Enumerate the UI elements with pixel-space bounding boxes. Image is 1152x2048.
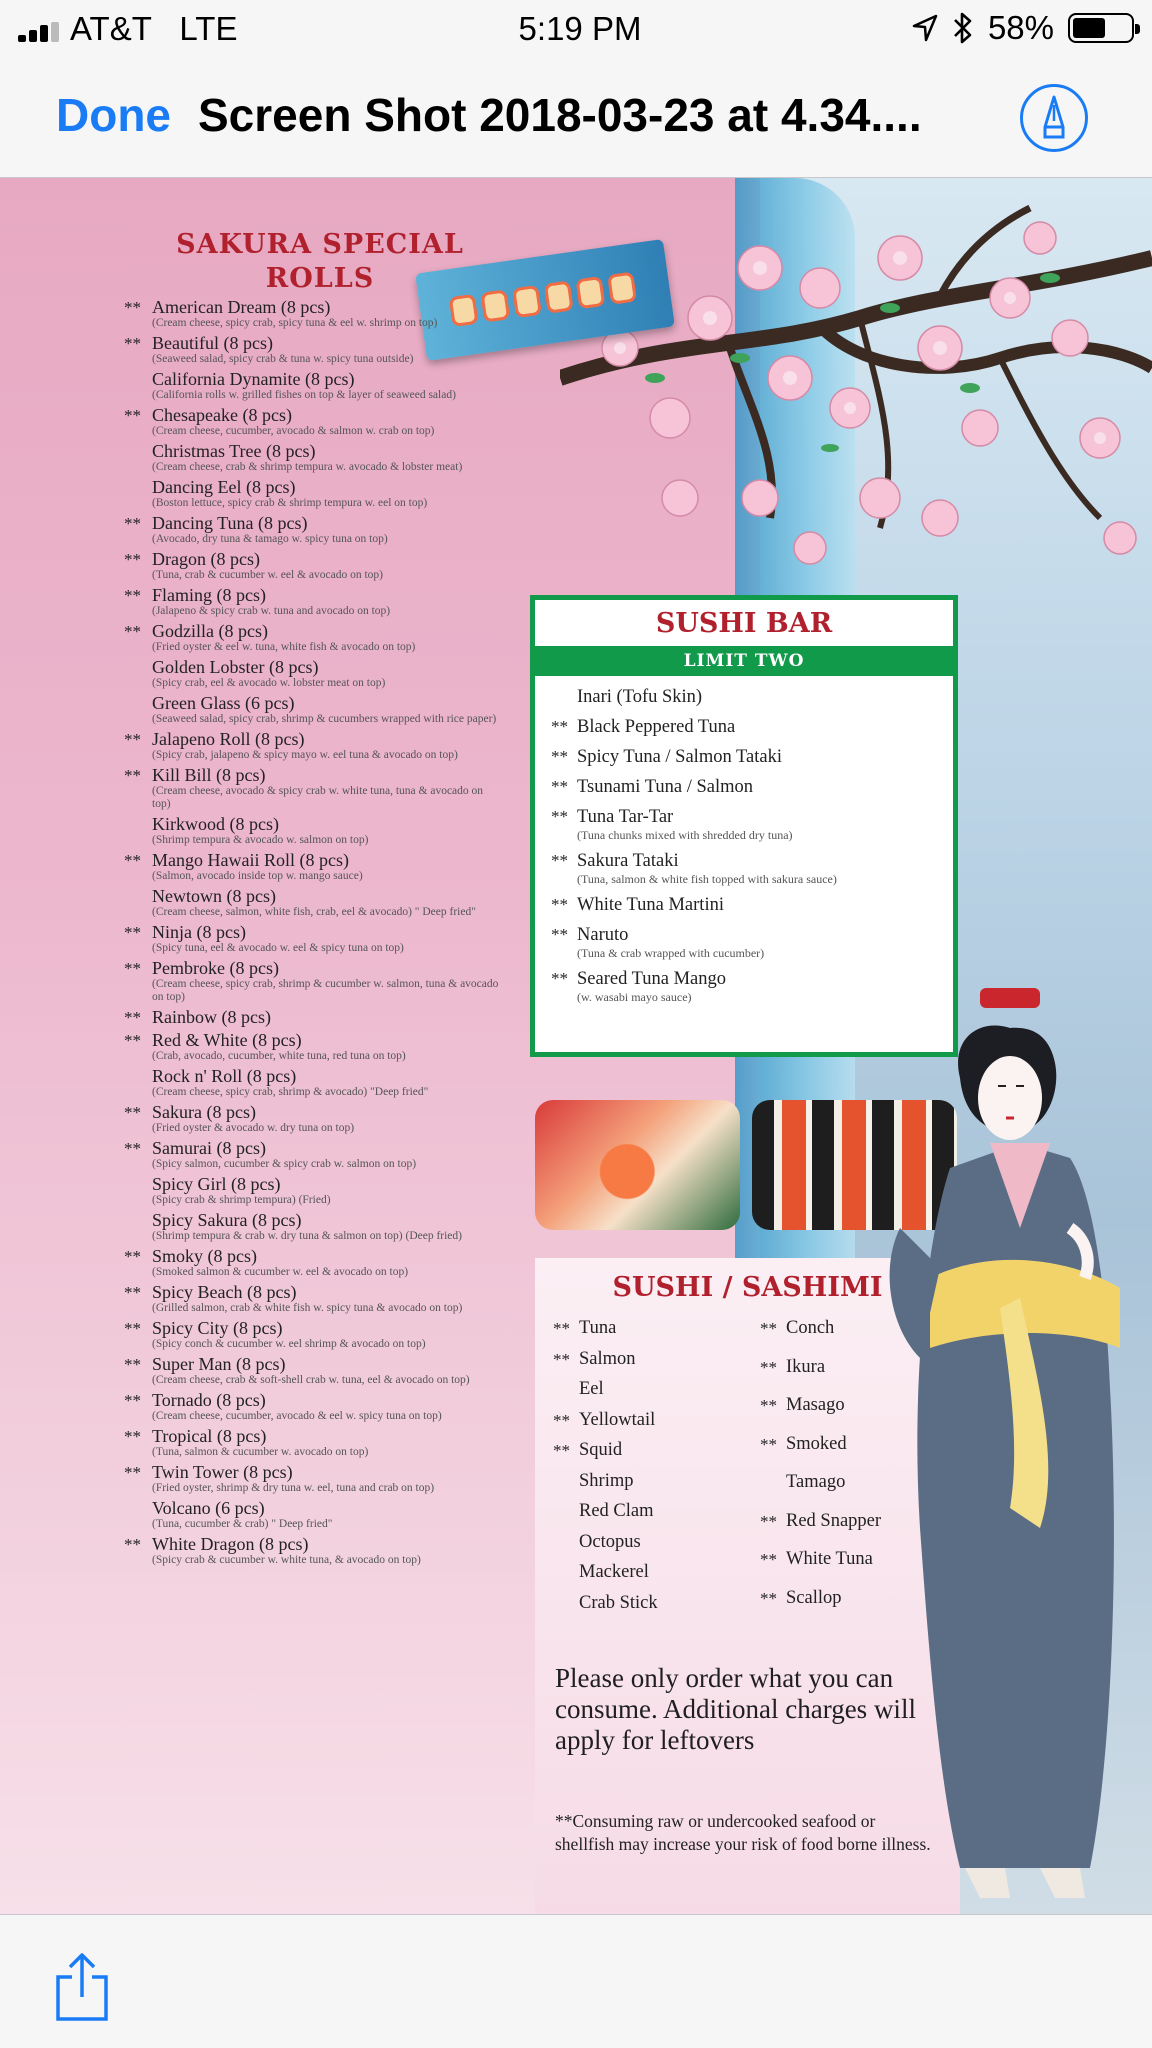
roll-name: White Dragon (8 pcs) bbox=[152, 1534, 309, 1554]
roll-item bbox=[124, 1210, 504, 1243]
roll-description: (Spicy crab, jalapeno & spicy mayo w. eel tuna & avocado on top) bbox=[152, 749, 458, 761]
featured-stars: ** bbox=[551, 969, 568, 988]
roll-name: Tornado (8 pcs) bbox=[152, 1390, 266, 1410]
roll-item bbox=[124, 1282, 504, 1315]
sashimi-item-name: Red Snapper bbox=[786, 1510, 882, 1531]
sashimi-item-name: Ikura bbox=[786, 1356, 826, 1377]
bottom-toolbar bbox=[0, 1914, 1152, 2048]
roll-item bbox=[124, 1498, 504, 1531]
sashimi-item-name: Tuna bbox=[579, 1318, 617, 1338]
done-button[interactable]: Done bbox=[56, 89, 171, 141]
sashimi-item bbox=[760, 1588, 881, 1627]
roll-description: (Smoked salmon & cucumber w. eel & avocado on top) bbox=[152, 1266, 409, 1278]
featured-stars: ** bbox=[124, 1427, 141, 1446]
rolls-section-title: SAKURA SPECIAL ROLLS bbox=[176, 229, 464, 294]
featured-stars: ** bbox=[551, 807, 568, 826]
featured-stars: ** bbox=[124, 1008, 141, 1027]
roll-description: (Tuna, salmon & cucumber w. avocado on top) bbox=[152, 1446, 369, 1458]
featured-stars: ** bbox=[124, 622, 141, 641]
roll-item bbox=[124, 657, 504, 690]
roll-item bbox=[124, 369, 504, 402]
roll-item bbox=[124, 729, 504, 762]
sushi-bar-item-name: Tsunami Tuna / Salmon bbox=[577, 777, 754, 797]
document-preview[interactable] bbox=[0, 178, 1152, 1914]
geisha-illustration bbox=[870, 968, 1152, 1914]
roll-item bbox=[124, 1354, 504, 1387]
sashimi-item bbox=[553, 1532, 658, 1563]
roll-description: (Cream cheese, crab & shrimp tempura w. avocado & lobster meat) bbox=[152, 461, 463, 473]
roll-description: (Cream cheese, spicy crab, spicy tuna & eel w. shrimp on top) bbox=[152, 317, 438, 329]
roll-item bbox=[124, 1066, 504, 1099]
roll-name: Samurai (8 pcs) bbox=[152, 1138, 266, 1158]
sashimi-item bbox=[553, 1440, 658, 1471]
roll-item bbox=[124, 333, 504, 366]
roll-item bbox=[124, 1030, 504, 1063]
roll-item bbox=[124, 922, 504, 955]
sushi-bar-item-name: Seared Tuna Mango bbox=[577, 969, 727, 989]
roll-name: Dancing Tuna (8 pcs) bbox=[152, 513, 308, 533]
sashimi-item-name: Masago bbox=[786, 1395, 845, 1415]
roll-item bbox=[124, 1318, 504, 1351]
roll-item bbox=[124, 693, 504, 726]
roll-description: (Spicy crab, eel & avocado w. lobster meat on top) bbox=[152, 677, 386, 689]
sushi-sashimi-title: SUSHI / SASHIMI bbox=[612, 1272, 883, 1303]
featured-stars: ** bbox=[124, 1031, 141, 1050]
sashimi-item-name: Conch bbox=[786, 1318, 835, 1338]
roll-name: American Dream (8 pcs) bbox=[152, 297, 331, 317]
sushi-bar-item bbox=[551, 746, 953, 768]
featured-stars: ** bbox=[124, 766, 141, 785]
featured-stars: ** bbox=[124, 959, 141, 978]
sushi-bar-item bbox=[551, 776, 953, 798]
roll-name: Pembroke (8 pcs) bbox=[152, 958, 279, 978]
featured-stars: ** bbox=[760, 1319, 777, 1338]
roll-description: (Fried oyster & avocado w. dry tuna on top) bbox=[152, 1122, 355, 1134]
roll-name: Super Man (8 pcs) bbox=[152, 1354, 286, 1374]
featured-stars: ** bbox=[760, 1357, 777, 1377]
roll-item bbox=[124, 621, 504, 654]
roll-item bbox=[124, 1246, 504, 1279]
order-notice: Please only order what you can consume. Additional charges will apply for leftovers bbox=[555, 1663, 916, 1755]
featured-stars: ** bbox=[124, 406, 141, 425]
roll-name: Rock n' Roll (8 pcs) bbox=[152, 1066, 297, 1086]
sushi-bar-item-name: Sakura Tataki bbox=[577, 851, 679, 871]
roll-item bbox=[124, 1174, 504, 1207]
roll-item bbox=[124, 477, 504, 510]
roll-item bbox=[124, 441, 504, 474]
roll-name: Spicy City (8 pcs) bbox=[152, 1318, 283, 1338]
sushi-bar-item-name: Spicy Tuna / Salmon Tataki bbox=[577, 747, 782, 767]
roll-item bbox=[124, 814, 504, 847]
roll-name: Chesapeake (8 pcs) bbox=[152, 405, 292, 425]
sashimi-item bbox=[760, 1318, 881, 1357]
sashimi-item-name: Scallop bbox=[786, 1587, 842, 1608]
roll-item bbox=[124, 1390, 504, 1423]
sushi-bar-item-description: (Tuna chunks mixed with shredded dry tuna) bbox=[577, 828, 793, 842]
sushi-bar-item-name: White Tuna Martini bbox=[577, 895, 724, 915]
roll-name: Ninja (8 pcs) bbox=[152, 922, 246, 942]
sashimi-item bbox=[553, 1471, 658, 1502]
sushi-bar-list bbox=[535, 676, 953, 1004]
roll-description: (Avocado, dry tuna & tamago w. spicy tuna on top) bbox=[152, 533, 388, 545]
sashimi-item-name: Octopus bbox=[579, 1531, 641, 1552]
sushi-bar-item bbox=[551, 924, 953, 960]
sashimi-item bbox=[760, 1511, 881, 1550]
sushi-bar-item-name: Inari (Tofu Skin) bbox=[577, 687, 703, 707]
roll-name: Flaming (8 pcs) bbox=[152, 585, 266, 605]
roll-name: Godzilla (8 pcs) bbox=[152, 621, 268, 641]
sushi-bar-item bbox=[551, 716, 953, 738]
status-bar bbox=[0, 0, 1152, 58]
roll-description: (Cream cheese, salmon, white fish, crab, eel & avocado) " Deep fried" bbox=[152, 906, 476, 918]
sashimi-item-name: Smoked bbox=[786, 1433, 847, 1454]
roll-item bbox=[124, 297, 504, 330]
featured-stars: ** bbox=[124, 1247, 141, 1266]
roll-description: (Shrimp tempura & avocado w. salmon on top) bbox=[152, 834, 369, 846]
sashimi-item-name: Mackerel bbox=[579, 1562, 649, 1582]
roll-description: (Grilled salmon, crab & white fish w. spicy tuna & avocado on top) bbox=[152, 1302, 463, 1314]
roll-description: (Shrimp tempura & crab w. dry tuna & salmon on top) (Deep fried) bbox=[152, 1230, 462, 1242]
roll-description: (California rolls w. grilled fishes on top & layer of seaweed salad) bbox=[152, 389, 456, 401]
featured-stars: ** bbox=[124, 923, 141, 942]
roll-item bbox=[124, 1426, 504, 1459]
roll-description: (Cream cheese, crab & soft-shell crab w. tuna, eel & avocado on top) bbox=[152, 1374, 470, 1386]
navigation-bar bbox=[0, 58, 1152, 178]
roll-item bbox=[124, 1534, 504, 1567]
featured-stars: ** bbox=[551, 777, 568, 796]
roll-name: Kill Bill (8 pcs) bbox=[152, 765, 266, 785]
roll-description: (Tuna, crab & cucumber w. eel & avocado on top) bbox=[152, 569, 383, 581]
roll-description: (Cream cheese, cucumber, avocado & eel w. spicy tuna on top) bbox=[152, 1410, 442, 1422]
featured-stars: ** bbox=[553, 1441, 570, 1460]
featured-stars: ** bbox=[553, 1349, 570, 1369]
sushi-bar-item-name: Naruto bbox=[577, 925, 629, 945]
roll-description: (Salmon, avocado inside top w. mango sauce) bbox=[152, 870, 363, 882]
sushi-bar-item-name: Tuna Tar-Tar bbox=[577, 807, 674, 827]
sashimi-item bbox=[553, 1593, 658, 1624]
roll-description: (Boston lettuce, spicy crab & shrimp tempura w. eel on top) bbox=[152, 497, 428, 509]
sushi-bar-item bbox=[551, 850, 953, 886]
roll-description: (Fried oyster & eel w. tuna, white fish & avocado on top) bbox=[152, 641, 416, 653]
roll-name: Spicy Sakura (8 pcs) bbox=[152, 1210, 302, 1230]
featured-stars: ** bbox=[124, 1283, 141, 1302]
roll-name: Beautiful (8 pcs) bbox=[152, 333, 273, 353]
markup-button[interactable] bbox=[1020, 84, 1088, 152]
featured-stars: ** bbox=[124, 1319, 141, 1338]
roll-description: (Spicy tuna, eel & avocado w. eel & spicy tuna on top) bbox=[152, 942, 404, 954]
roll-name: Green Glass (6 pcs) bbox=[152, 693, 295, 713]
sashimi-list-left bbox=[553, 1318, 658, 1623]
roll-name: California Dynamite (8 pcs) bbox=[152, 369, 355, 389]
sashimi-item bbox=[553, 1410, 658, 1441]
roll-name: Dragon (8 pcs) bbox=[152, 549, 260, 569]
menu-page bbox=[0, 178, 1152, 1914]
roll-item bbox=[124, 1007, 504, 1027]
sushi-bar-item-name: Black Peppered Tuna bbox=[577, 717, 736, 737]
sushi-bar-title: SUSHI BAR bbox=[655, 608, 833, 639]
sashimi-item-name: Shrimp bbox=[579, 1470, 634, 1491]
featured-stars: ** bbox=[760, 1511, 777, 1531]
featured-stars: ** bbox=[124, 730, 141, 749]
sashimi-item-name: Tamago bbox=[786, 1472, 846, 1492]
roll-description: (Cream cheese, spicy crab, shrimp & cucumber w. salmon, tuna & avocado on top) bbox=[152, 978, 499, 1003]
roll-name: Sakura (8 pcs) bbox=[152, 1102, 256, 1122]
roll-description: (Spicy salmon, cucumber & spicy crab w. salmon on top) bbox=[152, 1158, 417, 1170]
featured-stars: ** bbox=[124, 1463, 141, 1482]
sashimi-item-name: Squid bbox=[579, 1440, 623, 1460]
featured-stars: ** bbox=[553, 1410, 570, 1430]
roll-item bbox=[124, 549, 504, 582]
roll-description: (Spicy crab & cucumber w. white tuna, & avocado on top) bbox=[152, 1554, 421, 1566]
sashimi-item bbox=[760, 1357, 881, 1396]
featured-stars: ** bbox=[760, 1588, 777, 1608]
roll-name: Red & White (8 pcs) bbox=[152, 1030, 302, 1050]
roll-name: Rainbow (8 pcs) bbox=[152, 1007, 271, 1027]
roll-name: Spicy Girl (8 pcs) bbox=[152, 1174, 281, 1194]
network-label: LTE bbox=[179, 10, 238, 47]
roll-name: Dancing Eel (8 pcs) bbox=[152, 477, 296, 497]
roll-name: Spicy Beach (8 pcs) bbox=[152, 1282, 297, 1302]
roll-description: (Cream cheese, spicy crab, shrimp & avocado) "Deep fried" bbox=[152, 1086, 429, 1098]
featured-stars: ** bbox=[760, 1434, 777, 1454]
roll-description: (Spicy conch & cucumber w. eel shrimp & avocado on top) bbox=[152, 1338, 426, 1350]
featured-stars: ** bbox=[760, 1550, 777, 1569]
sashimi-item bbox=[553, 1501, 658, 1532]
roll-item bbox=[124, 1138, 504, 1171]
roll-name: Smoky (8 pcs) bbox=[152, 1246, 257, 1266]
roll-description: (Spicy crab & shrimp tempura) (Fried) bbox=[152, 1194, 331, 1206]
rolls-list bbox=[124, 297, 504, 1570]
featured-stars: ** bbox=[551, 747, 568, 766]
roll-item bbox=[124, 958, 504, 1004]
roll-description: (Cream cheese, cucumber, avocado & salmon w. crab on top) bbox=[152, 425, 435, 437]
markup-pen-icon bbox=[1023, 87, 1085, 149]
sashimi-item-name: White Tuna bbox=[786, 1549, 873, 1569]
sashimi-item bbox=[553, 1318, 658, 1349]
sashimi-item bbox=[760, 1434, 881, 1473]
sashimi-item bbox=[760, 1472, 881, 1511]
roll-name: Christmas Tree (8 pcs) bbox=[152, 441, 316, 461]
sashimi-item bbox=[553, 1379, 658, 1410]
sashimi-item bbox=[553, 1562, 658, 1593]
roll-item bbox=[124, 886, 504, 919]
sashimi-item-name: Eel bbox=[579, 1379, 604, 1399]
roll-name: Kirkwood (8 pcs) bbox=[152, 814, 279, 834]
sashimi-item bbox=[760, 1549, 881, 1588]
roll-item bbox=[124, 765, 504, 811]
roll-description: (Crab, avocado, cucumber, white tuna, red tuna on top) bbox=[152, 1050, 406, 1062]
sushi-bar-item bbox=[551, 686, 953, 708]
roll-item bbox=[124, 1462, 504, 1495]
roll-name: Twin Tower (8 pcs) bbox=[152, 1462, 293, 1482]
sashimi-list-right bbox=[760, 1318, 881, 1626]
roll-description: (Cream cheese, avocado & spicy crab w. white tuna, tuna & avocado on top) bbox=[152, 785, 484, 810]
battery-percent: 58% bbox=[987, 9, 1054, 46]
roll-description: (Fried oyster, shrimp & dry tuna w. eel, tuna and crab on top) bbox=[152, 1482, 435, 1494]
featured-stars: ** bbox=[124, 1139, 141, 1158]
roll-name: Tropical (8 pcs) bbox=[152, 1426, 267, 1446]
document-title: Screen Shot 2018-03-23 at 4.34.... bbox=[198, 89, 922, 141]
sashimi-item bbox=[760, 1395, 881, 1434]
roll-name: Newtown (8 pcs) bbox=[152, 886, 276, 906]
battery-icon bbox=[1068, 13, 1134, 43]
sashimi-item bbox=[553, 1349, 658, 1380]
featured-stars: ** bbox=[124, 298, 141, 317]
sashimi-item-name: Salmon bbox=[579, 1348, 636, 1369]
roll-item bbox=[124, 1102, 504, 1135]
roll-name: Mango Hawaii Roll (8 pcs) bbox=[152, 850, 349, 870]
roll-description: (Seaweed salad, spicy crab, shrimp & cucumbers wrapped with rice paper) bbox=[152, 713, 497, 725]
sashimi-item-name: Red Clam bbox=[579, 1501, 654, 1521]
featured-stars: ** bbox=[124, 1391, 141, 1410]
sushi-bar-item bbox=[551, 894, 953, 916]
bluetooth-icon bbox=[952, 11, 974, 45]
sashimi-item-name: Crab Stick bbox=[579, 1592, 658, 1613]
consumption-warning: **Consuming raw or undercooked seafood or shellfish may increase your risk of food borne illness. bbox=[555, 1811, 931, 1854]
featured-stars: ** bbox=[551, 717, 568, 736]
roll-description: (Jalapeno & spicy crab w. tuna and avocado on top) bbox=[152, 605, 391, 617]
roll-item bbox=[124, 513, 504, 546]
sushi-bar-item bbox=[551, 806, 953, 842]
roll-item bbox=[124, 405, 504, 438]
limit-two-banner: LIMIT TWO bbox=[535, 646, 953, 676]
location-arrow-icon bbox=[912, 14, 938, 42]
roll-description: (Seaweed salad, spicy crab & tuna w. spicy tuna outside) bbox=[152, 353, 414, 365]
roll-item bbox=[124, 850, 504, 883]
featured-stars: ** bbox=[551, 851, 568, 870]
featured-stars: ** bbox=[124, 1103, 141, 1122]
featured-stars: ** bbox=[124, 514, 141, 533]
roll-name: Volcano (6 pcs) bbox=[152, 1498, 265, 1518]
sashimi-platter-photo bbox=[535, 1100, 740, 1230]
sushi-bar-item-description: (w. wasabi mayo sauce) bbox=[577, 990, 692, 1004]
featured-stars: ** bbox=[124, 1535, 141, 1554]
sushi-bar-item-description: (Tuna & crab wrapped with cucumber) bbox=[577, 946, 765, 960]
featured-stars: ** bbox=[124, 334, 141, 353]
featured-stars: ** bbox=[124, 550, 141, 569]
carrier-label: AT&T LTE bbox=[70, 10, 238, 47]
roll-name: Jalapeno Roll (8 pcs) bbox=[152, 729, 305, 749]
featured-stars: ** bbox=[553, 1319, 570, 1338]
clock: 5:19 PM bbox=[518, 10, 642, 47]
share-icon[interactable] bbox=[54, 1951, 110, 2023]
sushi-bar-item-description: (Tuna, salmon & white fish topped with sakura sauce) bbox=[577, 872, 837, 886]
featured-stars: ** bbox=[124, 851, 141, 870]
featured-stars: ** bbox=[551, 925, 568, 944]
sashimi-item-name: Yellowtail bbox=[579, 1409, 656, 1430]
featured-stars: ** bbox=[551, 895, 568, 914]
featured-stars: ** bbox=[124, 1355, 141, 1374]
featured-stars: ** bbox=[760, 1396, 777, 1415]
roll-description: (Tuna, cucumber & crab) " Deep fried" bbox=[152, 1518, 333, 1530]
roll-name: Golden Lobster (8 pcs) bbox=[152, 657, 319, 677]
featured-stars: ** bbox=[124, 586, 141, 605]
roll-item bbox=[124, 585, 504, 618]
